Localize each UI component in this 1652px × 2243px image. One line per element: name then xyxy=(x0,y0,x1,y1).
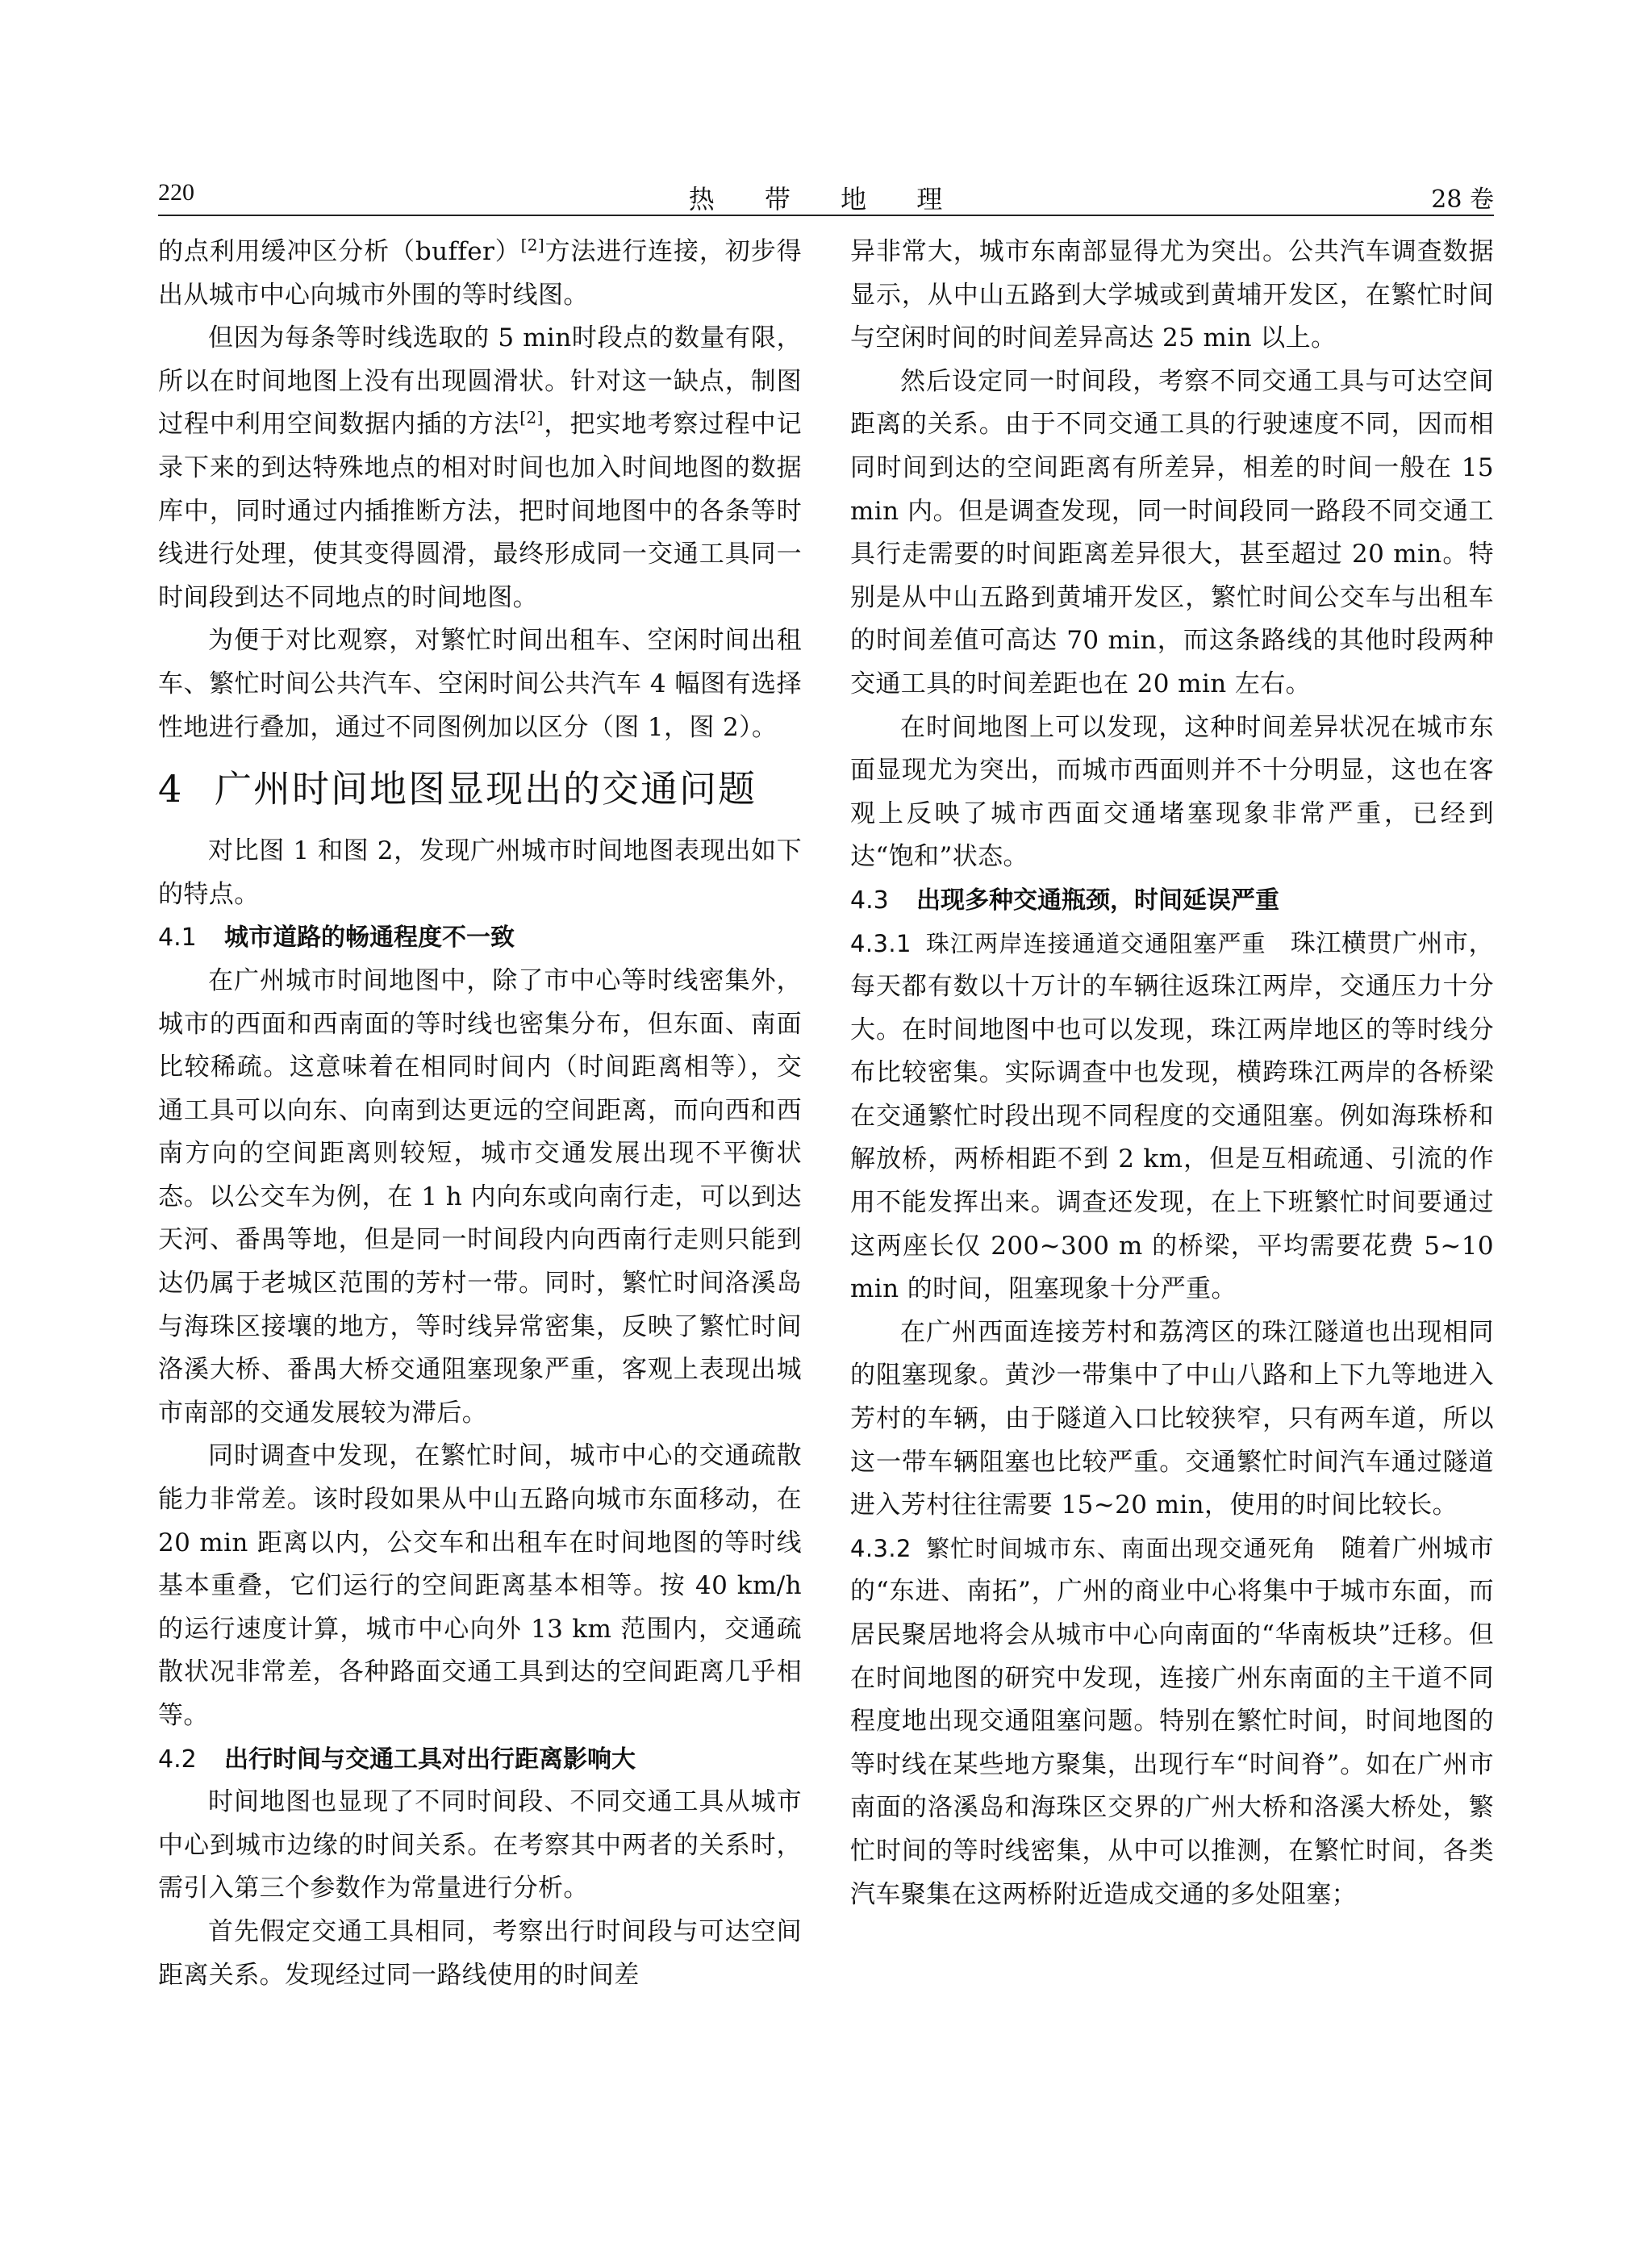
paragraph: 同时调查中发现，在繁忙时间，城市中心的交通疏散能力非常差。该时段如果从中山五路向城市东面移动，在 20 min 距离以内，公交车和出租车在时间地图的等时线基本重叠，它们运行的空间距离基本相等。按 40 km/h 的运行速度计算，城市中心向外 13 km 范围内，交通疏散状况非常差，各种路面交通工具到达的空间距离几乎相等。 xyxy=(158,1441,802,1730)
section-title: 广州时间地图显现出的交通问题 xyxy=(215,767,757,811)
subsection-title: 城市道路的畅通程度不一致 xyxy=(224,923,515,953)
volume-label: 28 卷 xyxy=(1431,186,1494,214)
subsubsection-number: 4.3.2 xyxy=(850,1534,912,1562)
subsection-heading xyxy=(158,916,802,960)
right-column xyxy=(850,231,1494,1916)
section-heading xyxy=(158,765,802,812)
paragraph: 首先假定交通工具相同，考察出行时间段与可达空间距离关系。发现经过同一路线使用的时间差 xyxy=(158,1916,802,1990)
citation-ref: [2] xyxy=(519,408,544,428)
section-number: 4 xyxy=(158,767,184,811)
subsection-number: 4.2 xyxy=(158,1745,197,1774)
paragraph: 时间地图也显现了不同时间段、不同交通工具从城市中心到城市边缘的时间关系。在考察其中两者的关系时，需引入第三个参数作为常量进行分析。 xyxy=(158,1787,802,1903)
journal-title: 热 带 地 理 xyxy=(688,184,964,215)
paragraph-text: 方法进行连接，初步得出从城市中心向城市外围的等时线图。 xyxy=(158,237,802,310)
subsubsection-title: 繁忙时间城市东、南面出现交通死角 xyxy=(925,1534,1317,1562)
paragraph xyxy=(850,923,1494,1311)
paragraph: 在广州西面连接芳村和荔湾区的珠江隧道也出现相同的阻塞现象。黄沙一带集中了中山八路和上下九等地进入芳村的车辆，由于隧道入口比较狭窄，只有两车道，所以这一带车辆阻塞也比较严重。交通繁忙时间汽车通过隧道进入芳村往往需要 15~20 min，使用的时间比较长。 xyxy=(850,1317,1494,1520)
paragraph-text: 的点利用缓冲区分析（buffer） xyxy=(158,237,521,266)
paragraph: 在广州城市时间地图中，除了市中心等时线密集外，城市的西面和西南面的等时线也密集分布，但东面、南面比较稀疏。这意味着在相同时间内（时间距离相等），交通工具可以向东、向南到达更远的空间距离，而向西和西南方向的空间距离则较短，城市交通发展出现不平衡状态。以公交车为例，在 1 h 内向东或向南行走，可以到达天河、番禺等地，但是同一时间段内向西南行走则只能到达仍属于老城区范围的芳村一带。同时，繁忙时间洛溪岛与海珠区接壤的地方，等时线异常密集，反映了繁忙时间洛溪大桥、番禺大桥交通阻塞现象严重，客观上表现出城市南部的交通发展较为滞后。 xyxy=(158,965,802,1428)
paragraph xyxy=(158,317,802,619)
paragraph xyxy=(158,231,802,317)
subsubsection-title: 珠江两岸连接通道交通阻塞严重 xyxy=(925,929,1266,957)
subsubsection-number: 4.3.1 xyxy=(850,929,912,957)
running-header xyxy=(158,176,1494,216)
left-column xyxy=(158,231,802,1997)
paragraph: 对比图 1 和图 2，发现广州城市时间地图表现出如下的特点。 xyxy=(158,836,802,909)
paragraph xyxy=(850,1528,1494,1916)
subsection-heading xyxy=(850,879,1494,923)
paragraph-text: 珠江横贯广州市，每天都有数以十万计的车辆往返珠江两岸，交通压力十分大。在时间地图中也可以发现，珠江两岸地区的等时线分布比较密集。实际调查中也发现，横跨珠江两岸的各桥梁在交通繁忙时段出现不同程度的交通阻塞。例如海珠桥和解放桥，两桥相距不到 2 km，但是互相疏通、引流的作用不能发挥出来。调查还发现，在上下班繁忙时间要通过这两座长仅 200~300 m 的桥梁，平均需要花费 5~10 min 的时间，阻塞现象十分严重。 xyxy=(850,928,1494,1304)
paragraph: 然后设定同一时间段，考察不同交通工具与可达空间距离的关系。由于不同交通工具的行驶速度不同，因而相同时间到达的空间距离有所差异，相差的时间一般在 15 min 内。但是调查发现，同一时间段同一路段不同交通工具行走需要的时间距离差异很大，甚至超过 20 min。特别是从中山五路到黄埔开发区，繁忙时间公交车与出租车的时间差值可高达 70 min，而这条路线的其他时段两种交通工具的时间差距也在 20 min 左右。 xyxy=(850,366,1494,698)
subsection-title: 出现多种交通瓶颈，时间延误严重 xyxy=(916,886,1279,915)
paragraph-text: 但因为每条等时线选取的 5 min时段点的数量有限，所以在时间地图上没有出现圆滑状。针对这一缺点，制图过程中利用空间数据内插的方法 xyxy=(158,323,802,440)
page-number: 220 xyxy=(158,179,194,206)
subsection-number: 4.3 xyxy=(850,886,889,915)
subsection-number: 4.1 xyxy=(158,923,197,953)
paragraph-text: ，把实地考察过程中记录下来的到达特殊地点的相对时间也加入时间地图的数据库中，同时通过内插推断方法，把时间地图中的各条等时线进行处理，使其变得圆滑，最终形成同一交通工具同一时间段到达不同地点的时间地图。 xyxy=(158,410,803,612)
paragraph: 在时间地图上可以发现，这种时间差异状况在城市东面显现尤为突出，而城市西面则并不十分明显，这也在客观上反映了城市西面交通堵塞现象非常严重，已经到达“饱和”状态。 xyxy=(850,712,1494,872)
paragraph: 异非常大，城市东南部显得尤为突出。公共汽车调查数据显示，从中山五路到大学城或到黄埔开发区，在繁忙时间与空闲时间的时间差异高达 25 min 以上。 xyxy=(850,237,1494,353)
subsection-heading xyxy=(158,1738,802,1782)
subsection-title: 出行时间与交通工具对出行距离影响大 xyxy=(224,1745,636,1774)
paragraph-text: 随着广州城市的“东进、南拓”，广州的商业中心将集中于城市东面，而居民聚居地将会从城市中心向南面的“华南板块”迁移。但在时间地图的研究中发现，连接广州东南面的主干道不同程度地出现交通阻塞问题。特别在繁忙时间，时间地图的等时线在某些地方聚集，出现行车“时间脊”。如在广州市南面的洛溪岛和海珠区交界的广州大桥和洛溪大桥处，繁忙时间的等时线密集，从中可以推测，在繁忙时间，各类汽车聚集在这两桥附近造成交通的多处阻塞； xyxy=(850,1533,1494,1909)
citation-ref: [2] xyxy=(520,235,545,255)
paragraph: 为便于对比观察，对繁忙时间出租车、空闲时间出租车、繁忙时间公共汽车、空闲时间公共汽车 4 幅图有选择性地进行叠加，通过不同图例加以区分（图 1，图 2）。 xyxy=(158,626,802,742)
